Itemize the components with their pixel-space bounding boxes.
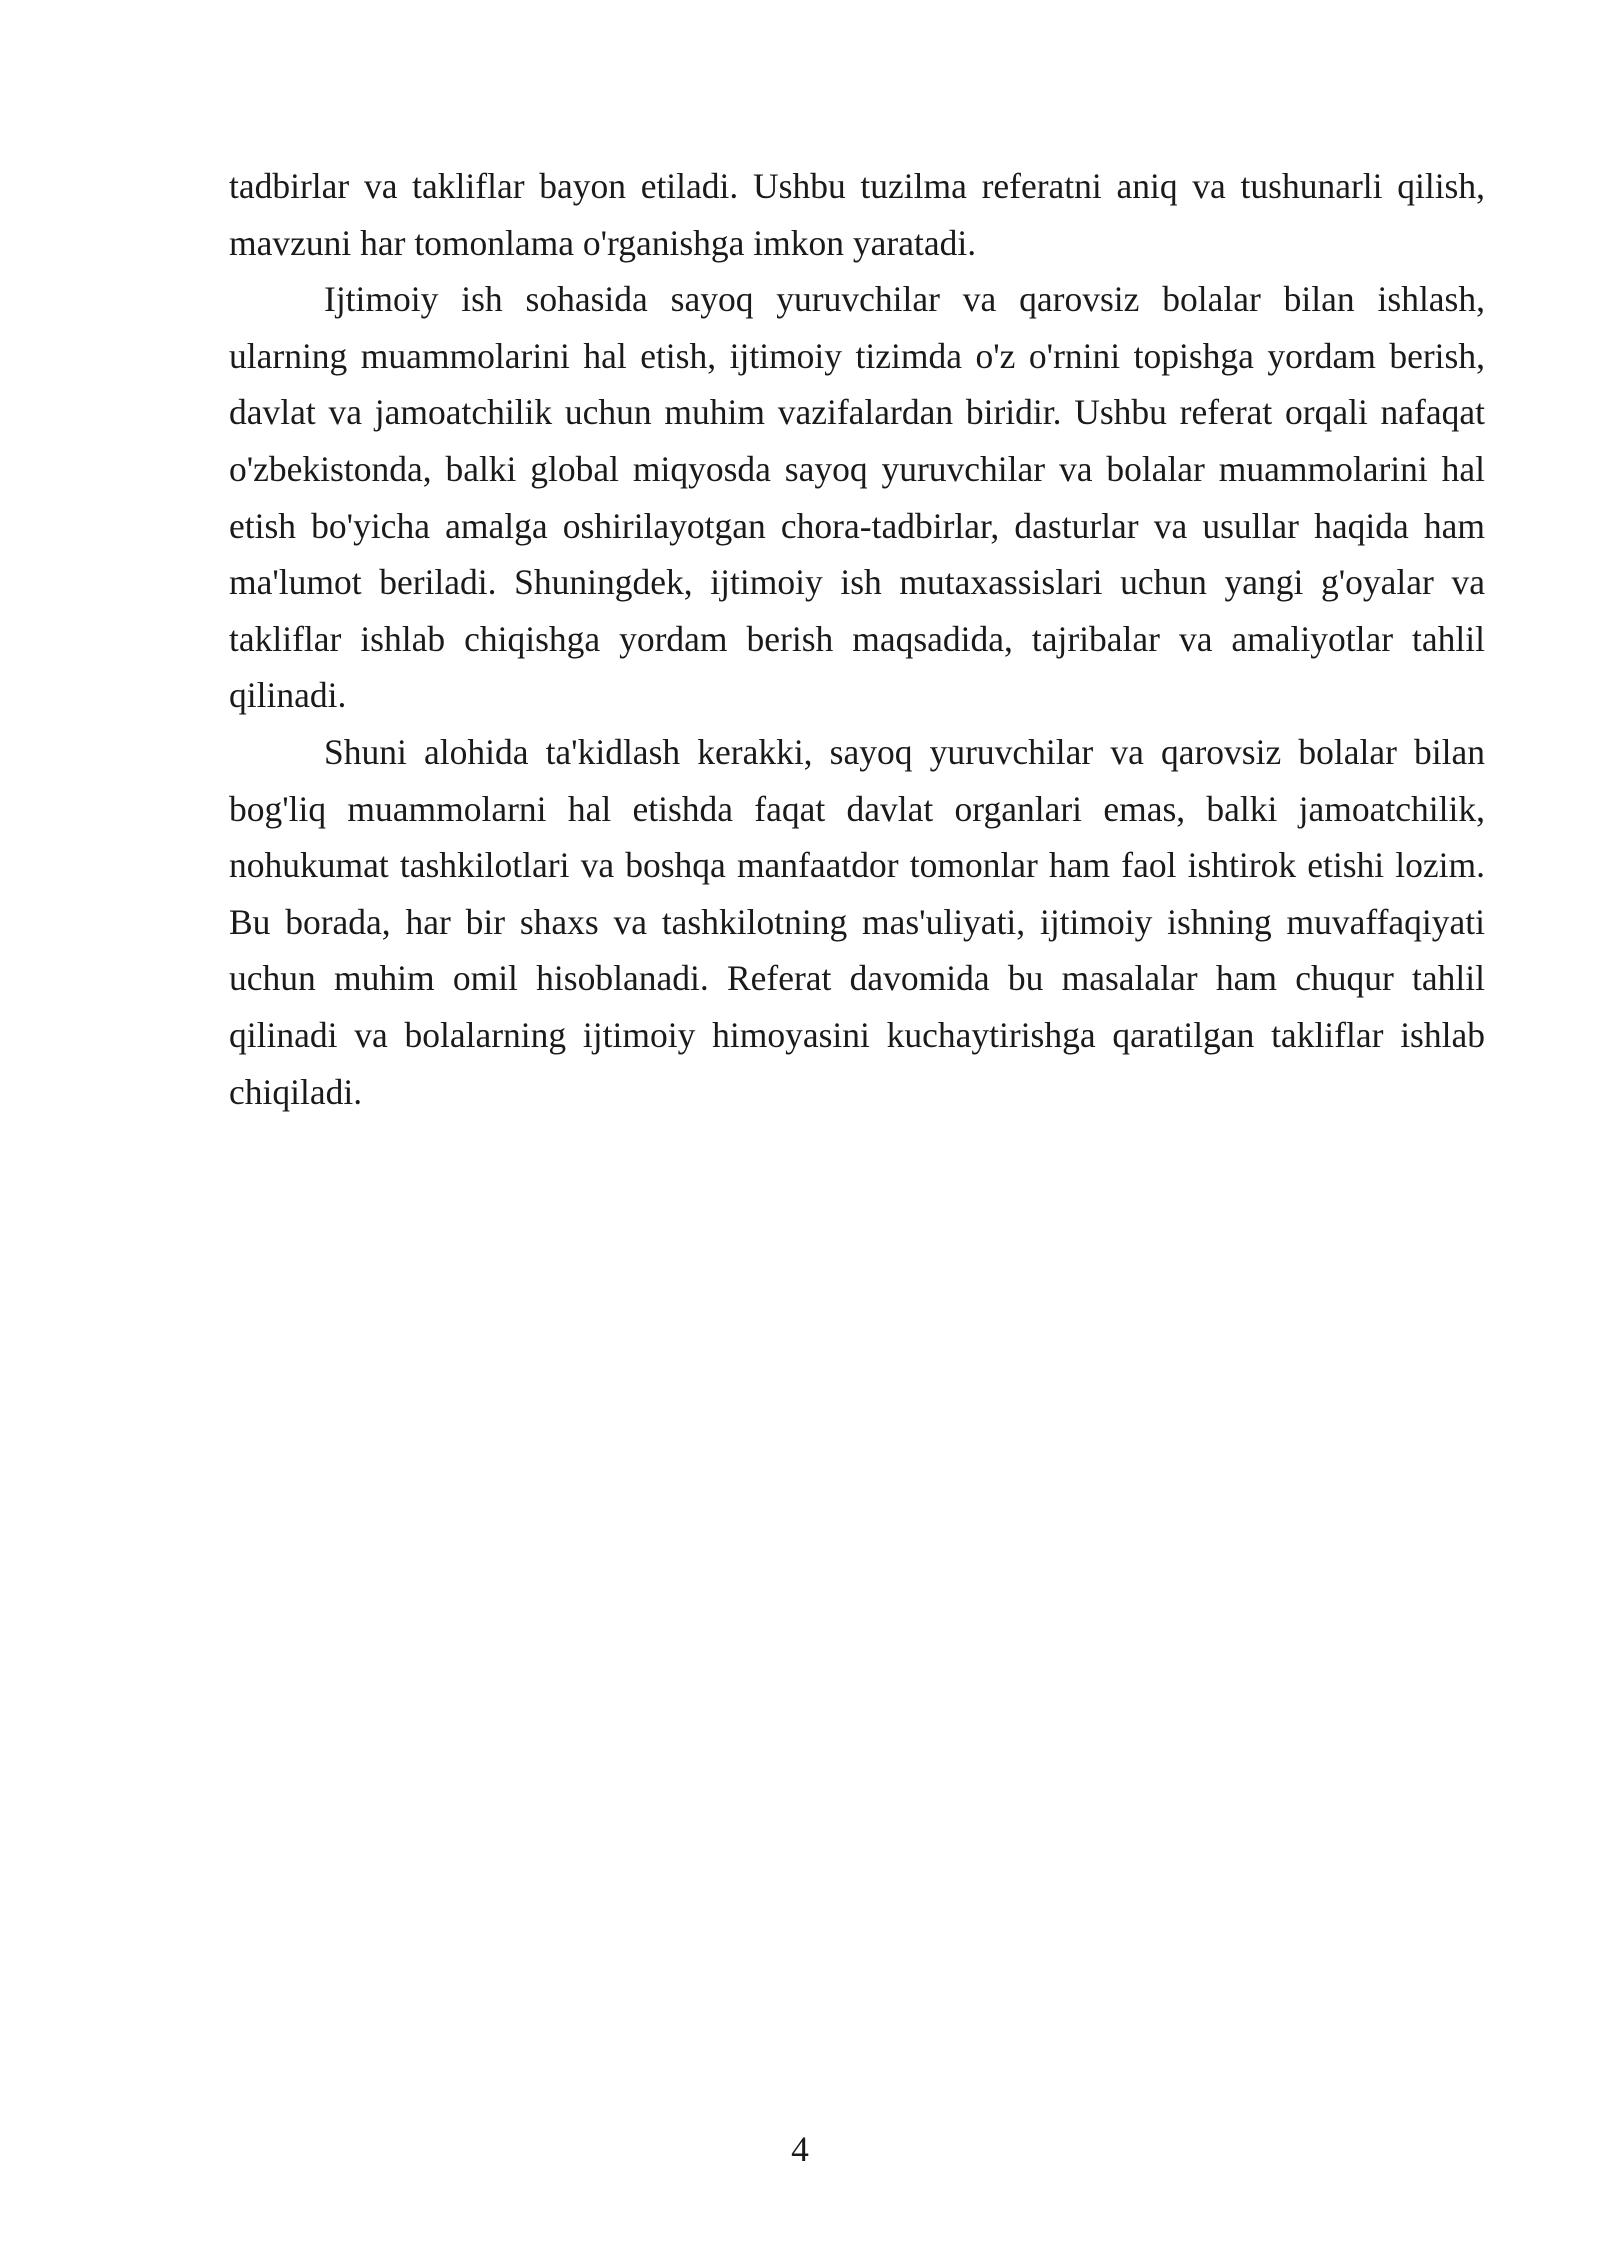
paragraph-social-work: Ijtimoiy ish sohasida sayoq yuruvchilar va qarovsiz bolalar bilan ishlash, ularning muammolarini hal etish, ijtimoiy tizimda o'z o'rnini topishga yordam berish, davlat va jamoatchilik uchun muhim vazifalardan biridir. Ushbu referat orqali nafaqat o'zbekistonda, balki global miqyosda sayoq yuruvchilar va bolalar muammolarini hal etish bo'yicha amalga oshirilayotgan chora-tadbirlar, dasturlar va usullar haqida ham ma'lumot beriladi. Shuningdek, ijtimoiy ish mutaxassislari uchun yangi g'oyalar va takliflar ishlab chiqishga yordam berish maqsadida, tajribalar va amaliyotlar tahlil qilinadi. bbox=[229, 279, 1485, 716]
paragraph-responsibility: Shuni alohida ta'kidlash kerakki, sayoq yuruvchilar va qarovsiz bolalar bilan bog'liq muammolarni hal etishda faqat davlat organlari emas, balki jamoatchilik, nohukumat tashkilotlari va boshqa manfaatdor tomonlar ham faol ishtirok etishi lozim. Bu borada, har bir shaxs va tashkilotning mas'uliyati, ijtimoiy ishning muvaffaqiyati uchun muhim omil hisoblanadi. Referat davomida bu masalalar ham chuqur tahlil qilinadi va bolalarning ijtimoiy himoyasini kuchaytirishga qaratilgan takliflar ishlab chiqiladi. bbox=[229, 731, 1485, 1112]
page-number: 4 bbox=[791, 2129, 809, 2169]
page-body bbox=[229, 158, 1485, 1120]
paragraph-continuation: tadbirlar va takliflar bayon etiladi. Ushbu tuzilma referatni aniq va tushunarli qilish, mavzuni har tomonlama o'rganishga imkon yaratadi. bbox=[229, 166, 1485, 263]
